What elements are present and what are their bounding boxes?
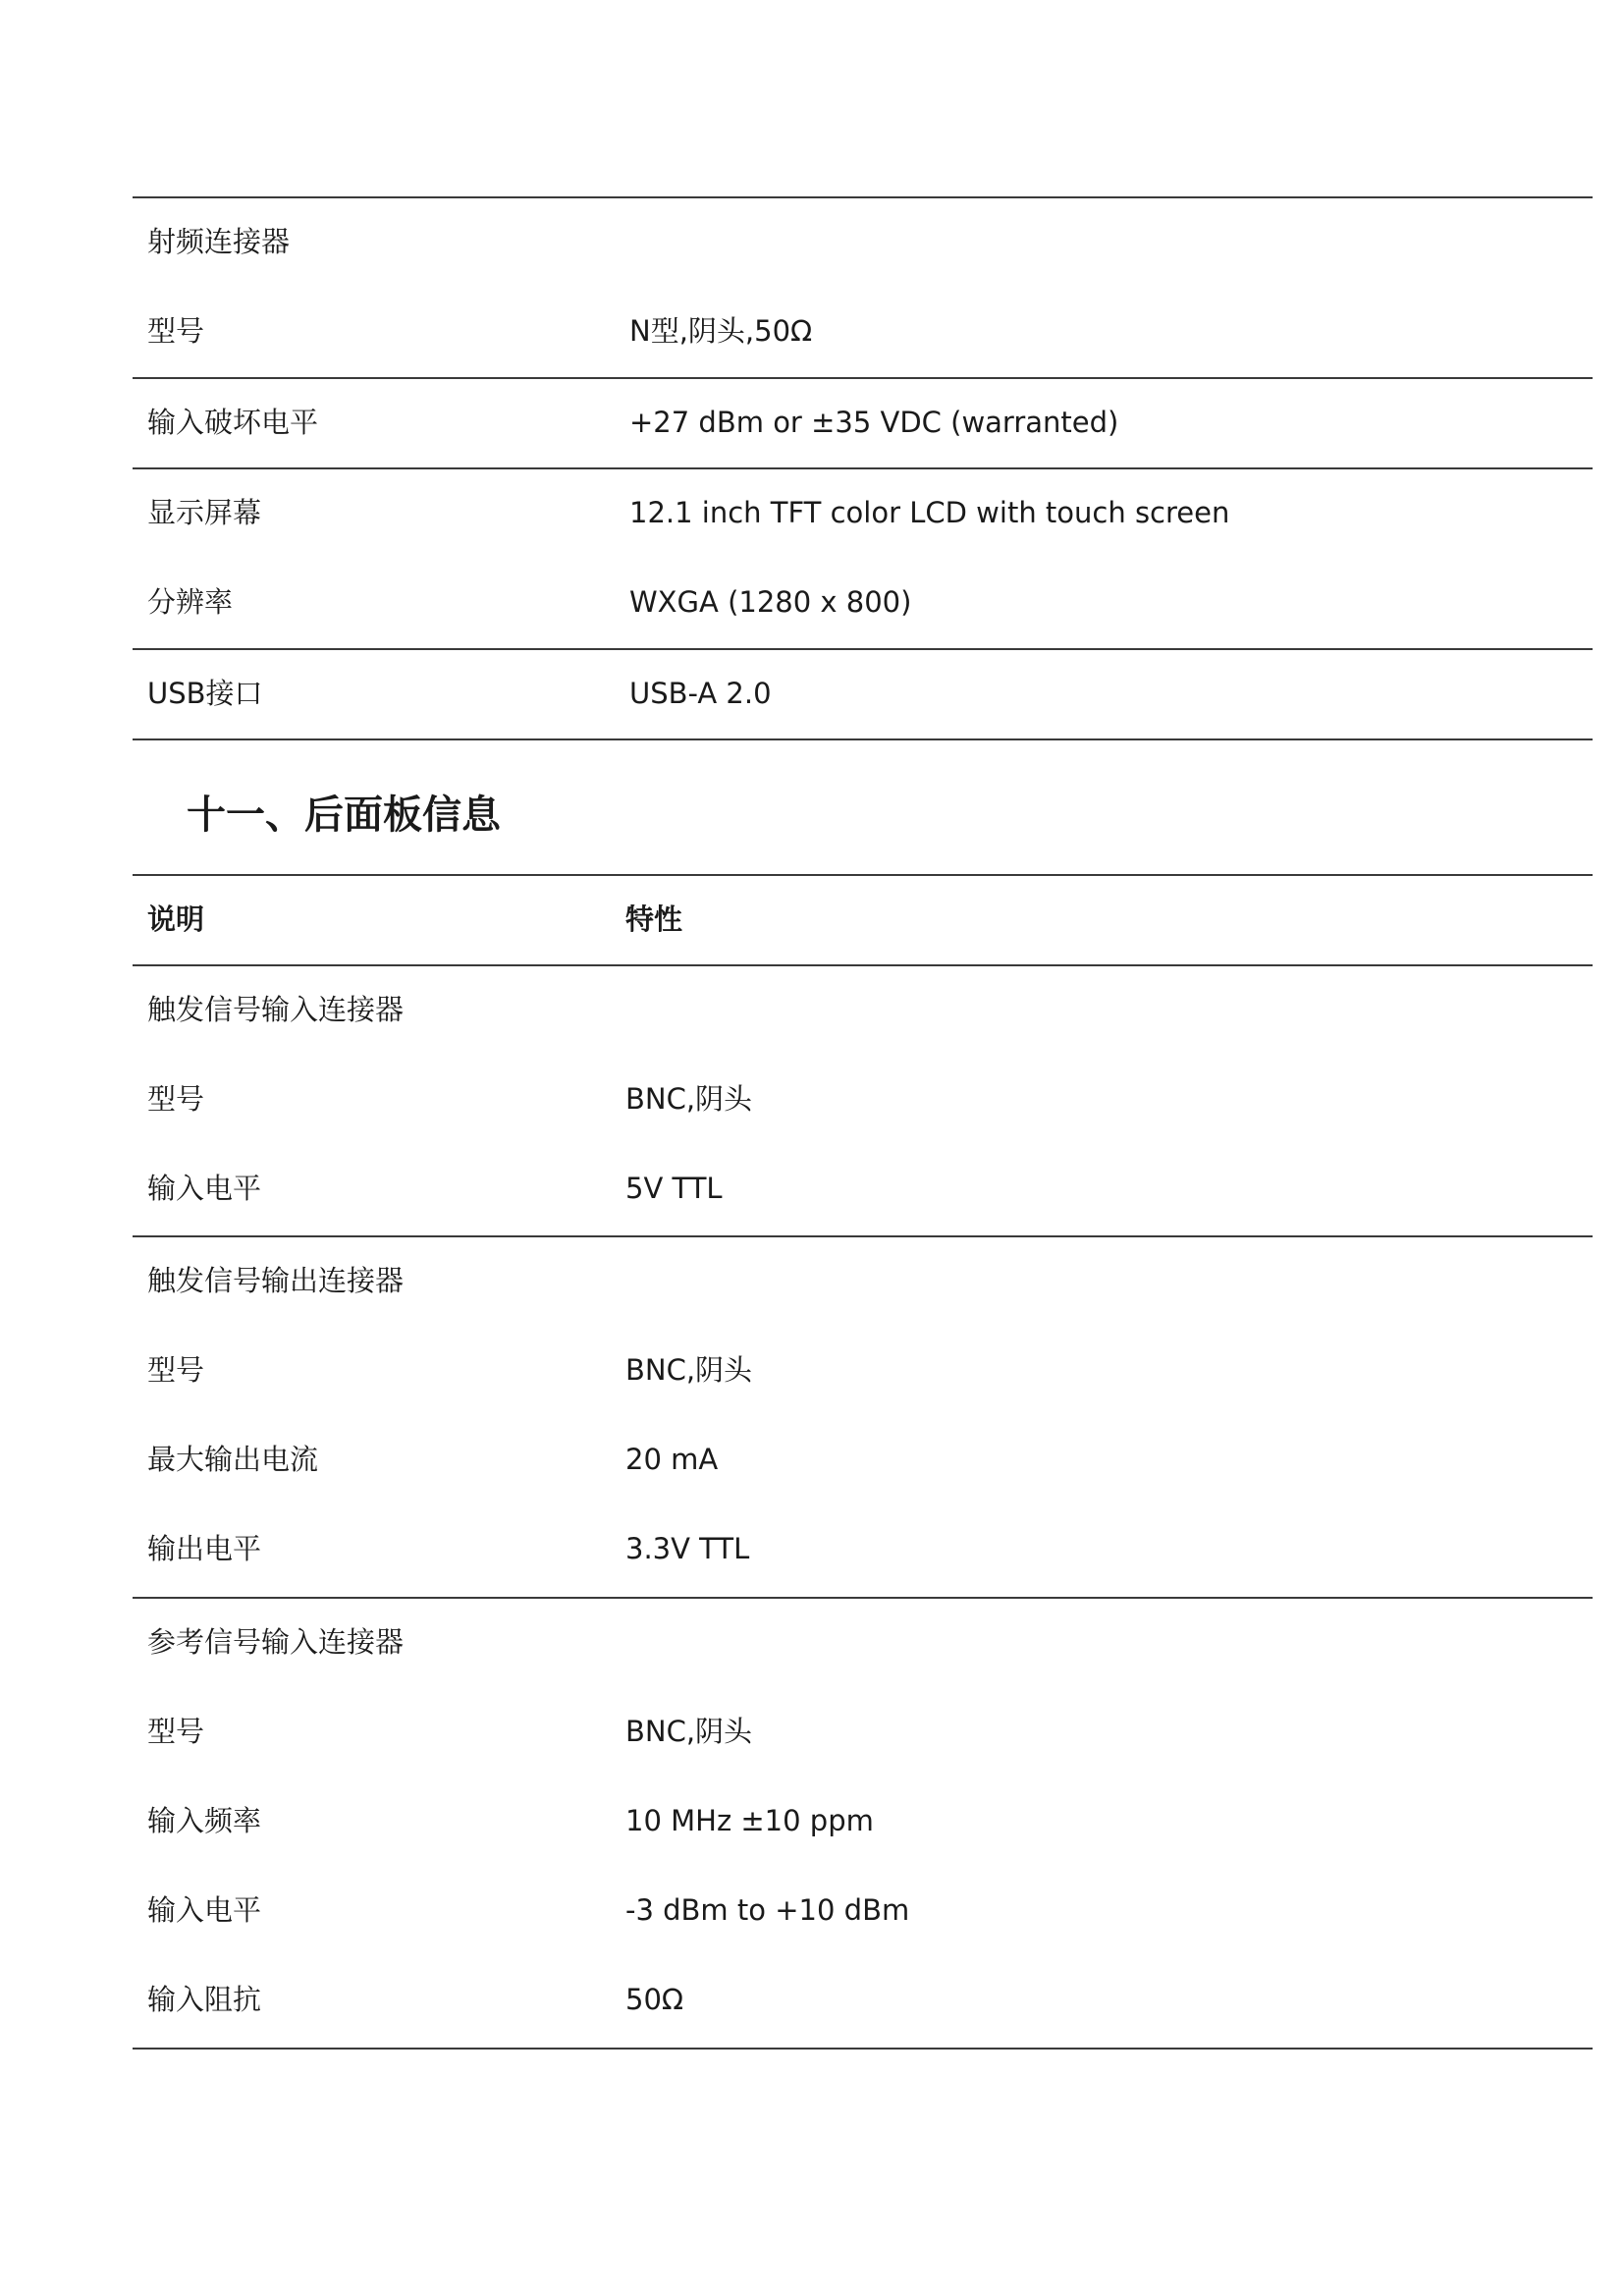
table-row [133,198,1593,288]
row-value: BNC,阴头 [625,1715,753,1748]
table-header-row [133,876,1593,965]
table-row [133,1867,1593,1956]
table-row [133,1777,1593,1867]
table-row [133,288,1593,377]
row-value: WXGA (1280 x 800) [629,585,912,619]
table-row [133,1599,1593,1688]
table-row [133,1056,1593,1145]
row-label: 型号 [147,1353,205,1387]
row-value: 5V TTL [625,1172,723,1205]
table-bottom-rule [133,2048,1593,2050]
table-row [133,559,1593,648]
row-value: 10 MHz ±10 ppm [625,1804,874,1837]
row-label: 参考信号输入连接器 [147,1625,405,1659]
row-label: 输入阻抗 [147,1983,262,2016]
row-value: 20 mA [625,1443,719,1476]
row-label: 触发信号输出连接器 [147,1264,405,1297]
row-label: 输入频率 [147,1804,262,1837]
reference-input-group [133,1599,1593,2046]
row-label: 输入破坏电平 [147,406,319,439]
trigger-input-group [133,966,1593,1234]
column-header-characteristic: 特性 [625,902,683,936]
row-label: 最大输出电流 [147,1443,319,1476]
row-value: N型,阴头,50Ω [629,314,813,348]
section-title: 十一、后面板信息 [187,793,501,838]
row-label: 输入电平 [147,1172,262,1205]
row-label: 分辨率 [147,585,234,619]
row-label: 型号 [147,314,205,348]
rf-table-part-3 [133,469,1593,648]
table-row [133,966,1593,1056]
table-row [133,1688,1593,1777]
row-value: 3.3V TTL [625,1532,750,1565]
row-label: USB接口 [147,677,263,710]
table-row [133,379,1593,468]
row-value: 12.1 inch TFT color LCD with touch screen [629,496,1230,529]
row-value: BNC,阴头 [625,1082,753,1116]
rf-table-part-4 [133,650,1593,739]
rf-table-part-2 [133,379,1593,468]
table-row [133,1145,1593,1234]
table-row [133,1505,1593,1595]
row-label: 显示屏幕 [147,496,262,529]
row-value: 50Ω [625,1983,684,2016]
row-value: USB-A 2.0 [629,677,772,710]
table-row [133,1237,1593,1327]
row-label: 射频连接器 [147,225,291,258]
row-label: 触发信号输入连接器 [147,993,405,1026]
rf-connector-table [133,198,1593,377]
table-row [133,1416,1593,1505]
row-value: BNC,阴头 [625,1353,753,1387]
row-label: 输出电平 [147,1532,262,1565]
rear-panel-table-header [133,876,1593,965]
row-value: +27 dBm or ±35 VDC (warranted) [629,406,1119,439]
table-row [133,650,1593,739]
row-value: -3 dBm to +10 dBm [625,1893,910,1927]
row-label: 型号 [147,1715,205,1748]
column-header-description: 说明 [147,902,205,936]
trigger-output-group [133,1237,1593,1595]
row-label: 输入电平 [147,1893,262,1927]
table-row [133,1327,1593,1416]
table-row [133,1956,1593,2046]
table-row [133,469,1593,559]
row-label: 型号 [147,1082,205,1116]
table-bottom-rule [133,738,1593,740]
